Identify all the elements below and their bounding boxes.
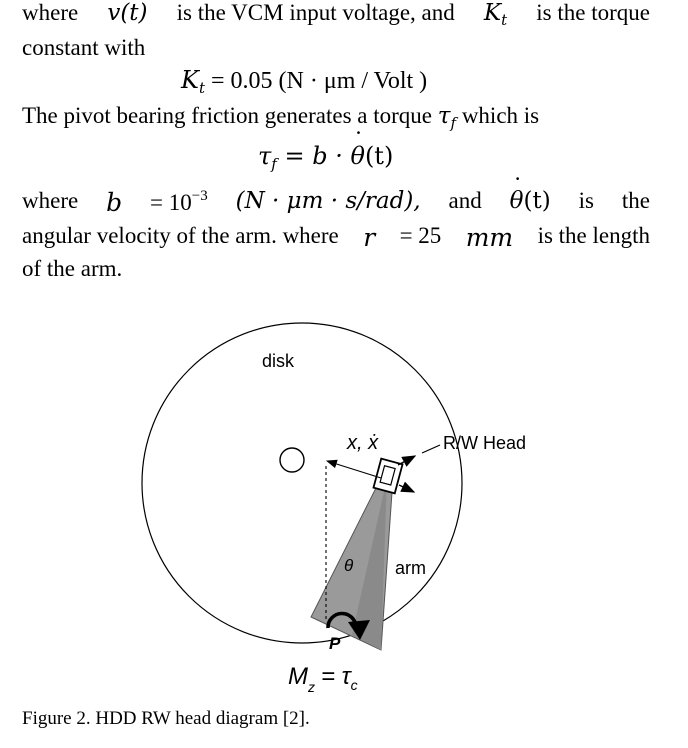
text-is-the-length: is the length xyxy=(537,223,650,248)
x-label: x, ẋ xyxy=(347,432,379,454)
units-b: (N · μm · s/rad), xyxy=(235,188,421,214)
text-the: the xyxy=(621,188,650,213)
of-t: (t) xyxy=(523,188,551,214)
text-is-the-torque: is the torque xyxy=(536,0,650,25)
symbol-K: K xyxy=(483,0,502,26)
symbol-b: b xyxy=(106,188,123,217)
eq1-sub-t: t xyxy=(198,79,205,97)
text-where-2: where xyxy=(22,188,79,213)
eq2-tau: τ xyxy=(258,142,272,170)
head-arrow-up xyxy=(398,456,415,465)
text-is: is xyxy=(578,188,594,213)
arm-label: arm xyxy=(395,558,426,578)
eq2-sub-f: f xyxy=(271,155,277,173)
tau: τ xyxy=(437,103,451,129)
text-and: and xyxy=(448,188,482,213)
theta-dot: ˙ θ xyxy=(510,188,524,214)
unit-mm: mm xyxy=(465,223,514,252)
figure-caption: Figure 2. HDD RW head diagram [2]. xyxy=(22,708,310,729)
eq1-rhs: = 0.05 (N · μm / Volt ) xyxy=(210,68,428,94)
text-where: where xyxy=(22,0,79,25)
moment-sub-z: z xyxy=(308,679,315,695)
pivot-label: P xyxy=(329,634,341,653)
theta-label: θ xyxy=(344,556,354,575)
subscript-f: f xyxy=(450,114,457,132)
text-vcm-input: is the VCM input voltage, and xyxy=(176,0,455,25)
moment-equals-tau: = τ xyxy=(321,663,351,690)
subscript-t: t xyxy=(501,11,508,29)
moment-sub-c: c xyxy=(350,677,358,693)
eq2-equals-b: = b · xyxy=(284,142,343,170)
moment-equation xyxy=(288,663,358,695)
rw-head-label: R/W Head xyxy=(443,433,527,453)
eq1-K: K xyxy=(181,66,199,94)
exponent: −3 xyxy=(191,188,208,204)
eq2-theta-dot: ˙ θ xyxy=(350,142,364,170)
spindle-hole xyxy=(280,448,304,472)
eq2-of-t: (t) xyxy=(364,142,394,170)
equals-25: = 25 xyxy=(399,223,442,248)
paragraph-line-2: constant with xyxy=(22,35,146,60)
moment-M: M xyxy=(288,663,308,690)
rw-head-leader xyxy=(422,445,440,453)
text-which-is: which is xyxy=(461,103,540,128)
equals-ten: = 10 xyxy=(150,190,192,215)
text-angular-velocity: angular velocity of the arm. where xyxy=(22,223,339,248)
symbol-v-of-t: v(t) xyxy=(107,0,148,26)
symbol-r: r xyxy=(363,223,376,252)
disk-outline xyxy=(142,323,462,643)
x-arrow xyxy=(327,461,381,478)
paragraph-line-6: of the arm. xyxy=(22,256,123,281)
head-arrow-down xyxy=(399,485,414,492)
disk-label: disk xyxy=(262,351,295,371)
rw-head xyxy=(373,459,402,494)
text-pivot-friction: The pivot bearing friction generates a torque xyxy=(22,103,433,128)
